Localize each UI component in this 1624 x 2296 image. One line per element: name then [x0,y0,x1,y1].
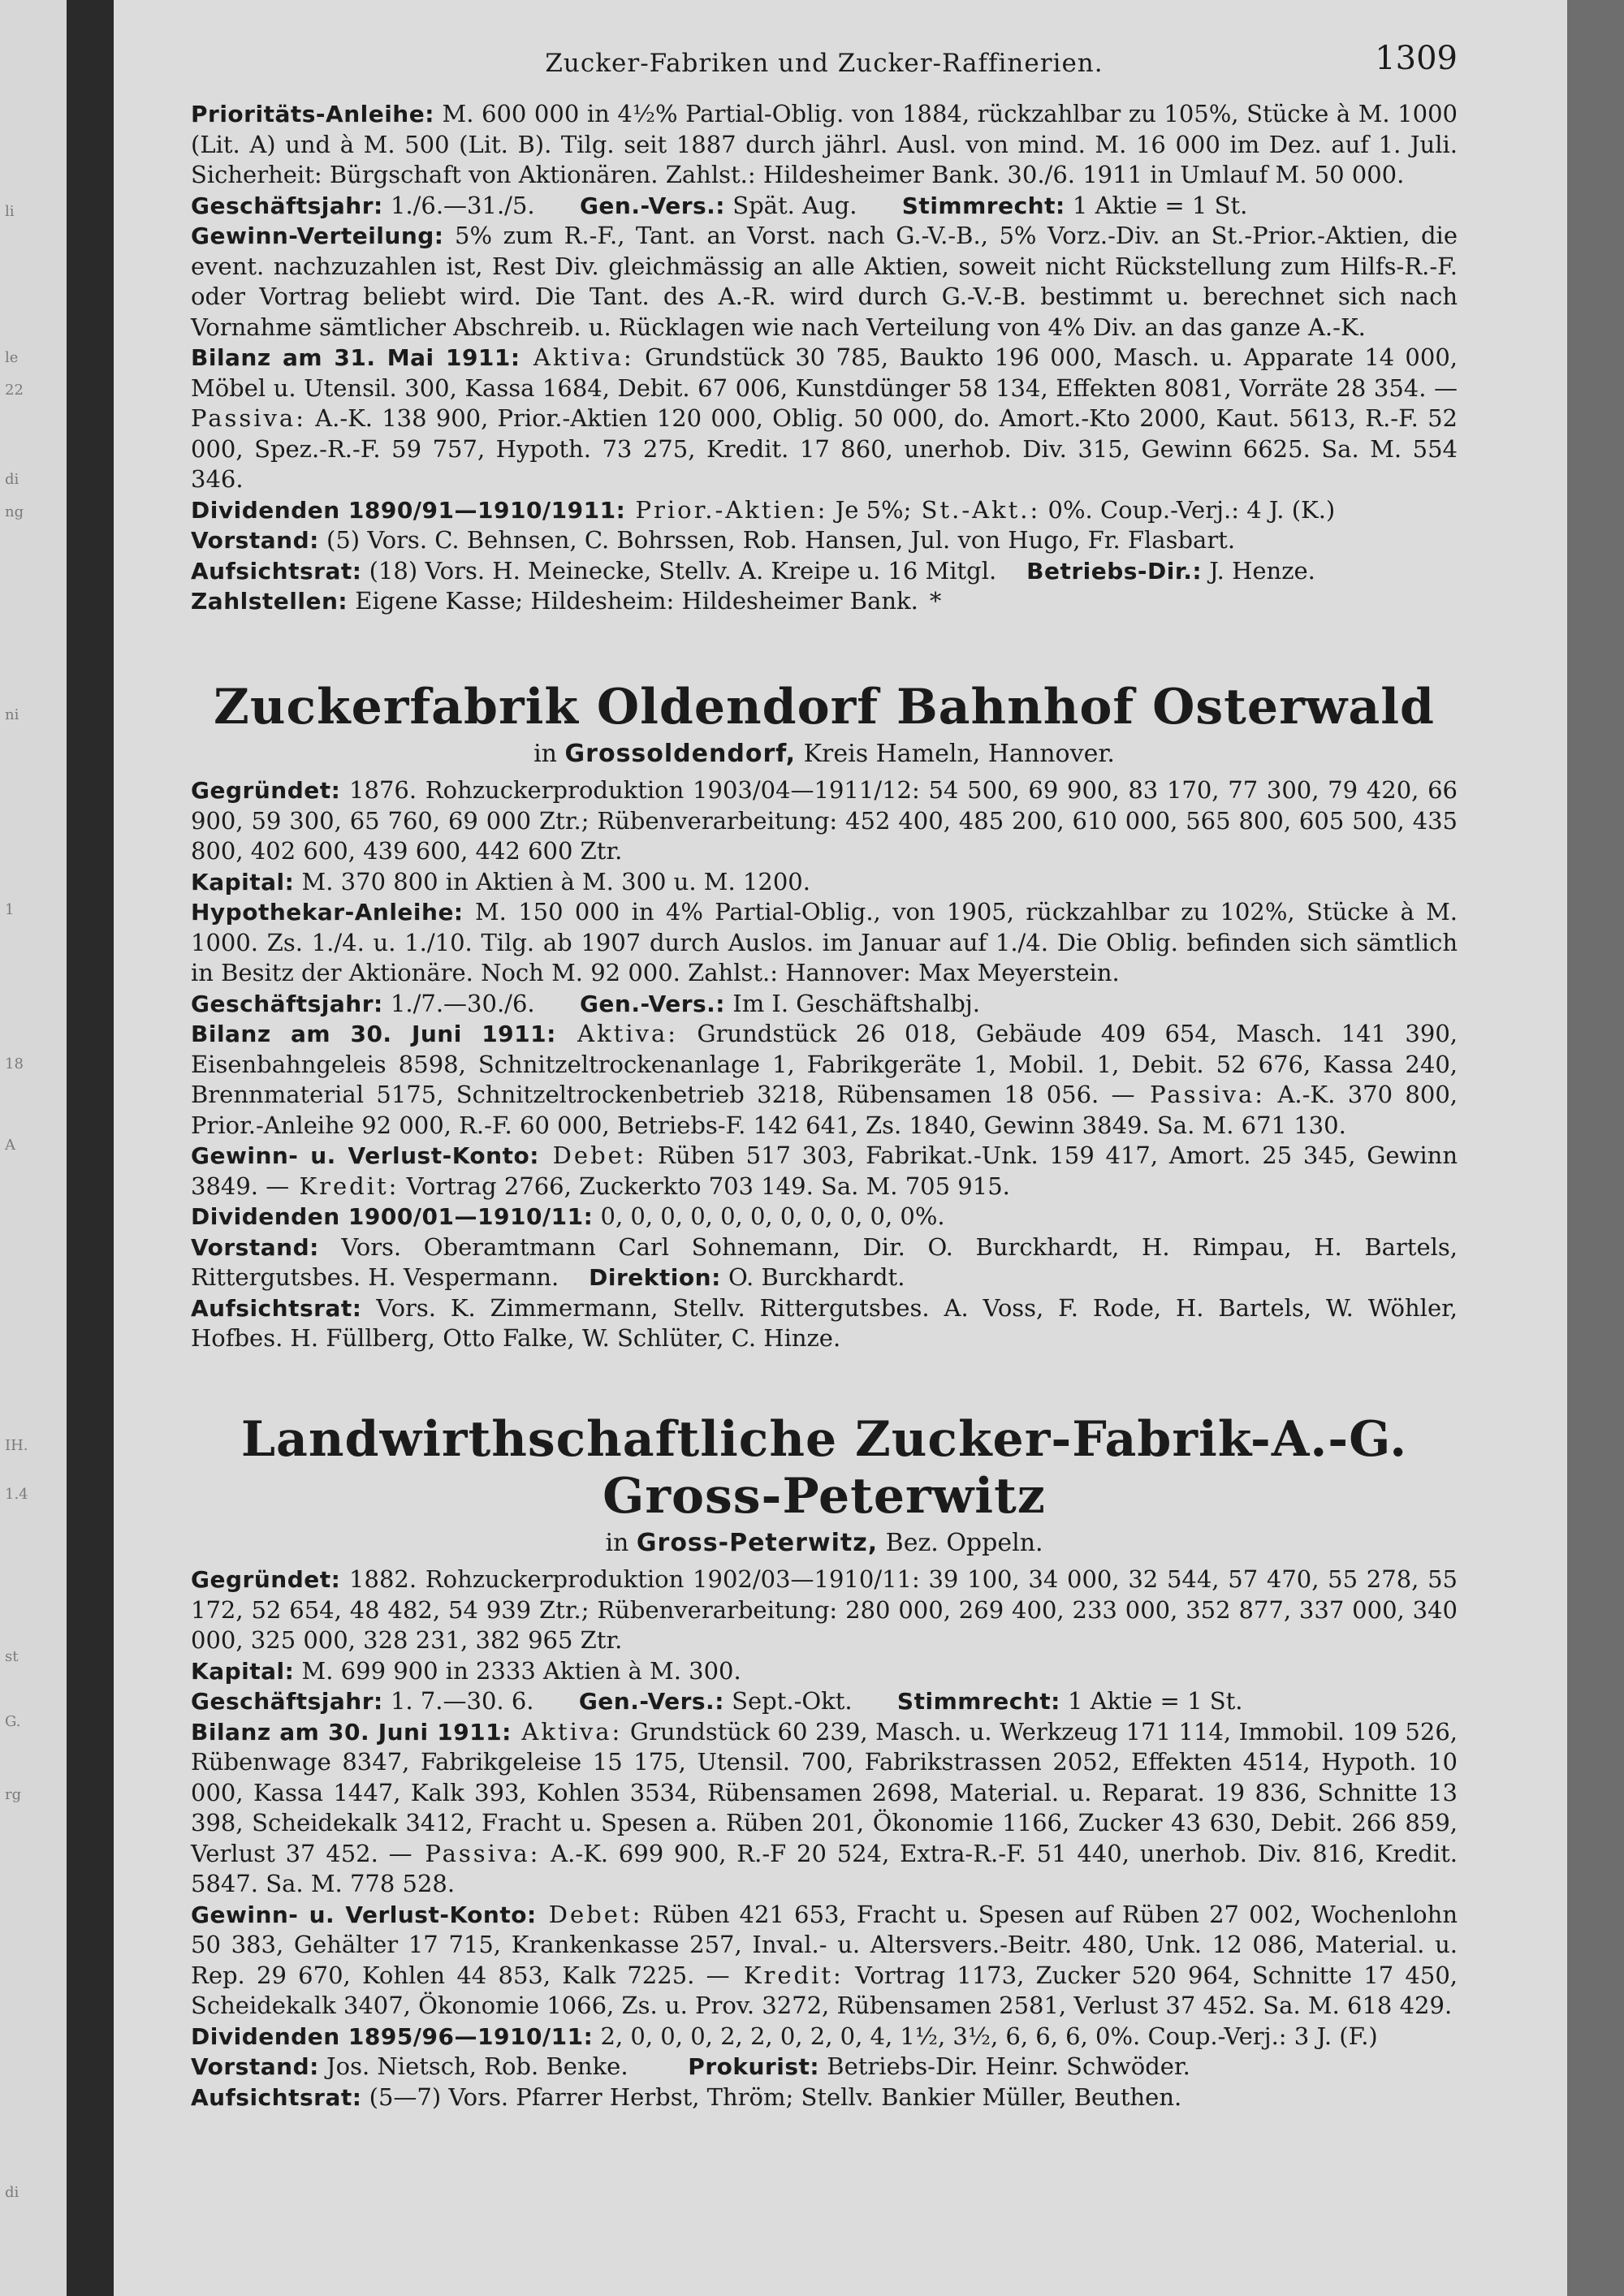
section-text: Jos. Nietsch, Rob. Benke. [318,2052,628,2080]
section-label: Kredit: [729,1961,844,1989]
entry-paragraph [191,1293,1458,1354]
section-text: M. 150 000 in 4% Partial-Oblig., von 1905, rückzahlbar zu 102%, Stücke à M. 1000. Zs. 1./4. u. 1./10. Tilg. ab 1907 durch Auslos. im Januar auf 1./4. Die Oblig. befinden sich sämtlich in Besitz der Aktionäre. Noch M. 92 000. Zahlst.: Hannover: Max Meyerstein. [191,898,1458,986]
section-heading: Stimmrecht: [901,192,1065,219]
section-text: (18) Vors. H. Meinecke, Stellv. A. Kreipe u. 16 Mitgl. [361,556,997,585]
page-edge [1567,0,1624,2296]
entry-paragraph [191,495,1458,526]
section-label: St.-Akt.: [911,495,1041,524]
entry-paragraph [191,2082,1458,2113]
section-text: M. 699 900 in 2333 Aktien à M. 300. [294,1656,741,1685]
page [114,0,1567,2296]
section-heading: Stimmrecht: [896,1688,1060,1715]
section-heading: Direktion: [589,1264,721,1291]
section-text: Betriebs-Dir. Heinr. Schwöder. [819,2052,1190,2080]
entry-paragraph [191,1141,1458,1202]
entry-paragraph [191,897,1458,989]
entry-paragraph [191,1656,1458,1687]
margin-fragment: di [5,2184,19,2201]
section-heading: Aufsichtsrat: [191,2083,362,2111]
section-text: Vortrag 2766, Zuckerkto 703 149. Sa. M. 705 915. [399,1172,1010,1200]
section-heading: Betriebs-Dir.: [1026,557,1203,585]
margin-fragment: 22 [5,382,24,399]
margin-fragment: st [5,1648,19,1665]
section-text: 1882. Rohzuckerproduktion 1902/03—1910/11: 39 100, 34 000, 32 544, 57 470, 55 278, 55 172, 52 654, 48 482, 54 939 Ztr.; Rübenverarbeitung: 280 000, 269 400, 233 000, 352 877, 337 000, 340 000, 325 000, 328 231, 382 965 Ztr. [191,1565,1458,1654]
section-text: M. 600 000 in 4½% Partial-Oblig. von 1884, rückzahlbar zu 105%, Stücke à M. 1000 (Lit. A) und à M. 500 (Lit. B). Tilg. seit 1887 durch jährl. Ausl. von mind. M. 16 000 im Dez. auf 1. Juli. Sicherheit: Bürgschaft von Aktionären. Zahlst.: Hildesheimer Bank. 30./6. 1911 in Umlauf M. 50 000. [191,100,1458,188]
entry-paragraph [191,989,1458,1020]
section-label: Passiva: [191,404,306,432]
entry-subtitle [191,1528,1458,1559]
margin-fragment: le [5,349,19,366]
section-text: Vortrag 1173, Zucker 520 964, Schnitte 17 450, Scheidekalk 3407, Ökonomie 1066, Zs. u. Prov. 3272, Rübensamen 2581, Verlust 37 452. Sa. M. 618 429. [191,1961,1458,2019]
entry-paragraph [191,775,1458,867]
section-text: A.-K. 138 900, Prior.-Aktien 120 000, Oblig. 50 000, do. Amort.-Kto 2000, Kaut. 5613, R.-F. 52 000, Spez.-R.-F. 59 757, Hypoth. 73 275, Kredit. 17 860, unerhob. Div. 315, Gewinn 6625. Sa. M. 554 346. [191,404,1458,493]
entry-paragraph [191,556,1458,587]
previous-page-margin [0,0,67,2296]
section-heading: Geschäftsjahr: [191,192,383,219]
entry-paragraph [191,525,1458,556]
entry-location: Gross-Peterwitz, [636,1528,879,1557]
section-text: Rüben 517 303, Fabrikat.-Unk. 159 417, Amort. 25 345, Gewinn 3849. — [191,1142,1458,1200]
section-text: J. Henze. [1202,556,1315,585]
entry-paragraph [191,1232,1458,1293]
section-text: Grundstück 26 018, Gebäude 409 654, Masch. 141 390, Eisenbahngeleis 8598, Schnitzeltrockenanlage 1, Fabrikgeräte 1, Mobil. 1, Debit. 52 676, Kassa 240, Brennmaterial 5175, Schnitzeltrockenbetrieb 3218, Rübensamen 18 056. — [191,1020,1458,1108]
section-heading: Vorstand: [191,2053,319,2080]
section-label: Passiva: [412,1839,541,1867]
section-text: 1./6.—31./5. [382,191,535,219]
section-heading: Gewinn-Verteilung: [191,222,444,249]
book-spine [67,0,114,2296]
section-heading: Zahlstellen: [191,588,348,615]
section-heading: Kapital: [191,868,295,896]
entry-paragraph [191,1019,1458,1141]
entry-gross-peterwitz [191,1411,1458,2113]
section-text: Im I. Geschäftshalbj. [725,989,981,1017]
section-text: Grundstück 30 785, Baukto 196 000, Masch. u. Apparate 14 000, Möbel u. Utensil. 300, Kassa 1684, Debit. 67 006, Kunstdünger 58 134, Effekten 8081, Vorräte 28 354. — [191,343,1458,402]
margin-fragment: G. [5,1713,21,1730]
margin-fragment: IH. [5,1437,28,1454]
section-heading: Kapital: [191,1657,295,1685]
section-text: 1 Aktie = 1 St. [1065,191,1248,219]
margin-fragment: 1 [5,901,15,918]
section-heading: Gewinn- u. Verlust-Konto: [191,1901,537,1928]
margin-fragment: A [5,1137,15,1154]
margin-fragment: di [5,471,19,488]
section-text: A.-K. 699 900, R.-F 20 524, Extra-R.-F. 51 440, unerhob. Div. 816, Kredit. 5847. Sa. M. 778 528. [191,1839,1458,1897]
section-text: (5) Vors. C. Behnsen, C. Bohrssen, Rob. Hansen, Jul. von Hugo, Fr. Flasbart. [318,526,1236,554]
margin-fragment: rg [5,1786,22,1803]
section-text: 1876. Rohzuckerproduktion 1903/04—1911/12: 54 500, 69 900, 83 170, 77 300, 79 420, 66 900, 59 300, 65 760, 69 000 Ztr.; Rübenverarbeitung: 452 400, 485 200, 610 000, 565 800, 605 500, 435 800, 402 600, 439 600, 442 600 Ztr. [191,776,1458,865]
section-label: Aktiva: [555,1020,679,1047]
section-heading: Bilanz am 30. Juni 1911: [191,1021,556,1047]
section-heading: Bilanz am 30. Juni 1911: [191,1718,512,1746]
margin-fragment: li [5,203,15,220]
entry-paragraph [191,221,1458,343]
section-label: Aktiva: [511,1717,623,1746]
entry-subtitle [191,739,1458,770]
section-label: Aktiva: [520,343,634,371]
margin-fragment: 18 [5,1055,24,1072]
section-text: Vors. Oberamtmann Carl Sohnemann, Dir. O. Burckhardt, H. Rimpau, H. Bartels, Rittergutsbes. H. Vespermann. [191,1232,1458,1291]
entry-paragraph [191,867,1458,898]
margin-fragment: ni [5,706,19,723]
entry-paragraph [191,1564,1458,1656]
entry-paragraph [191,586,1458,617]
section-text: Grundstück 60 239, Masch. u. Werkzeug 171 114, Immobil. 109 526, Rübenwage 8347, Fabrikgeleise 15 175, Utensil. 700, Fabrikstrassen 2052, Effekten 4514, Hypoth. 10 000, Kassa 1447, Kalk 393, Kohlen 3534, Rübensamen 2698, Material. u. Reparat. 19 836, Schnitte 13 398, Scheidekalk 3412, Fracht u. Spesen a. Rüben 201, Ökonomie 1166, Zucker 43 630, Debit. 266 859, Verlust 37 452. — [191,1717,1458,1867]
section-label: Debet: [538,1142,647,1169]
section-text: Sept.-Okt. [723,1687,853,1715]
entry-location: Grossoldendorf, [564,739,797,768]
section-text: Je 5%; [827,495,912,524]
section-text: M. 370 800 in Aktien à M. 300 u. M. 1200. [294,867,810,896]
footnote-star: * [929,587,942,615]
section-text: 1 Aktie = 1 St. [1060,1687,1243,1715]
section-heading: Prokurist: [688,2053,820,2080]
entry-title: Zuckerfabrik Oldendorf Bahnhof Osterwald [214,678,1435,736]
section-text: O. Burckhardt. [720,1263,905,1291]
section-text: (5—7) Vors. Pfarrer Herbst, Thröm; Stellv. Bankier Müller, Beuthen. [361,2082,1182,2111]
section-heading: Vorstand: [191,1233,319,1261]
entry-paragraph [191,1717,1458,1900]
section-heading: Gewinn- u. Verlust-Konto: [191,1142,539,1169]
page-number: 1309 [1375,40,1458,77]
section-heading: Gen.-Vers.: [579,990,726,1017]
entry-sub-rest: Bez. Oppeln. [878,1528,1043,1557]
entry-sub-in: in [533,739,557,768]
section-text: 2, 0, 0, 0, 2, 2, 0, 2, 0, 4, 1½, 3½, 6, 6, 6, 0%. Coup.-Verj.: 3 J. (F.) [593,2022,1378,2050]
running-header [191,40,1458,99]
section-heading: Gegründet: [191,777,341,804]
page-content [191,40,1458,2113]
section-heading: Gegründet: [191,1566,341,1593]
section-text: Eigene Kasse; Hildesheim: Hildesheimer Bank. [348,587,918,615]
entry-hildesheim [191,99,1458,617]
section-heading: Gen.-Vers.: [579,192,726,219]
section-text: 0, 0, 0, 0, 0, 0, 0, 0, 0, 0, 0%. [593,1202,945,1230]
section-heading: Aufsichtsrat: [191,1294,362,1322]
section-heading: Aufsichtsrat: [191,557,362,585]
entry-paragraph [191,2052,1458,2082]
entry-paragraph [191,1686,1458,1717]
section-heading: Gen.-Vers.: [578,1688,724,1715]
section-text: 1. 7.—30. 6. [382,1687,534,1715]
section-text: 5% zum R.-F., Tant. an Vorst. nach G.-V.-B., 5% Vorz.-Div. an St.-Prior.-Aktien, die event. nachzuzahlen ist, Rest Div. gleichmässig an alle Aktien, soweit nicht Rückstellung zum Hilfs-R.-F. oder Vortrag beliebt wird. Die Tant. des A.-R. wird durch G.-V.-B. bestimmt u. berechnet sich nach Vornahme sämtlicher Abschreib. u. Rücklagen wie nach Verteilung von 4% Div. an das ganze A.-K. [191,222,1458,341]
entry-paragraph [191,1202,1458,1232]
section-label: Prior.-Aktien: [625,495,828,524]
section-text: Rüben 421 653, Fracht u. Spesen auf Rüben 27 002, Wochenlohn 50 383, Gehälter 17 715, Krankenkasse 257, Inval.- u. Altersvers.-Beitr. 480, Unk. 12 086, Material. u. Rep. 29 670, Kohlen 44 853, Kalk 7225. — [191,1900,1458,1989]
section-label: Kredit: [289,1172,400,1200]
entry-paragraph [191,99,1458,191]
section-heading: Vorstand: [191,527,319,554]
section-heading: Bilanz am 31. Mai 1911: [191,344,520,371]
section-heading: Hypothekar-Anleihe: [191,899,464,926]
margin-fragment: 1.4 [5,1486,28,1503]
entry-paragraph [191,343,1458,495]
section-label: Debet: [536,1900,643,1928]
section-text: Spät. Aug. [725,191,857,219]
section-text: A.-K. 370 800, Prior.-Anleihe 92 000, R.-F. 60 000, Betriebs-F. 142 641, Zs. 1840, Gewinn 3849. Sa. M. 671 130. [191,1081,1458,1139]
entry-paragraph [191,1900,1458,2022]
section-heading: Dividenden 1900/01—1910/11: [191,1203,594,1230]
section-heading: Prioritäts-Anleihe: [191,101,434,127]
section-text: Vors. K. Zimmermann, Stellv. Rittergutsbes. A. Voss, F. Rode, H. Bartels, W. Wöhler, Hofbes. H. Füllberg, Otto Falke, W. Schlüter, C. Hinze. [191,1293,1458,1352]
entry-sub-in: in [605,1528,629,1557]
entry-sub-rest: Kreis Hameln, Hannover. [796,739,1115,768]
entry-paragraph [191,191,1458,222]
section-heading: Geschäftsjahr: [191,990,383,1017]
running-title: Zucker-Fabriken und Zucker-Raffinerien. [545,49,1104,78]
section-heading: Geschäftsjahr: [191,1688,383,1715]
section-text: 1./7.—30./6. [382,989,535,1017]
section-heading: Dividenden 1890/91—1910/1911: [191,496,626,524]
section-heading: Dividenden 1895/96—1910/11: [191,2022,594,2050]
section-label: Passiva: [1134,1081,1266,1108]
section-text: 0%. Coup.-Verj.: 4 J. (K.) [1040,495,1336,524]
margin-fragment: ng [5,503,24,520]
entry-title: Landwirthschaftliche Zucker-Fabrik-A.-G. Gross-Peterwitz [240,1410,1408,1525]
entry-oldendorf [191,679,1458,1354]
entry-paragraph [191,2022,1458,2052]
